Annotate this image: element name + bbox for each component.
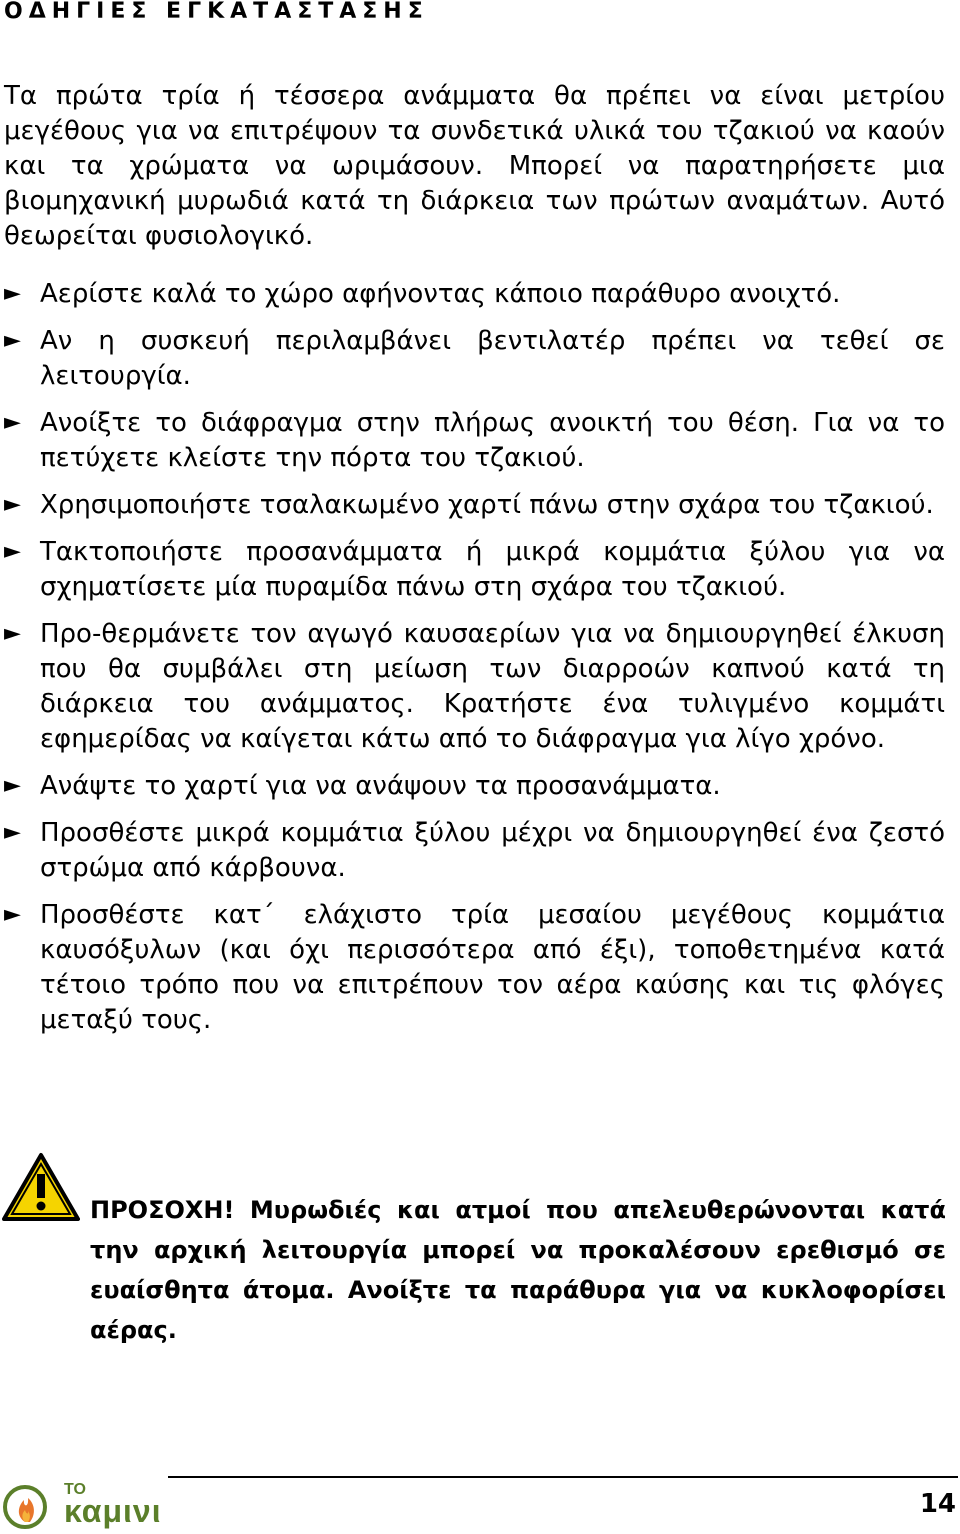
bullet-arrow-icon: ►: [4, 539, 21, 564]
logo-small-text: ΤΟ: [64, 1481, 86, 1498]
bullet-item: [4, 897, 945, 1038]
bullet-list: [4, 276, 945, 1038]
bullet-text: Ανάψτε το χαρτί για να ανάψουν τα προσανάμματα.: [40, 771, 721, 801]
bullet-item: [4, 323, 945, 394]
bullet-item: [4, 768, 945, 804]
bullet-text: Τακτοποιήστε προσανάμματα ή μικρά κομμάτια ξύλου για να σχηματίσετε μία πυραμίδα πάνω στη σχάρα του τζακιού.: [40, 537, 945, 602]
intro-paragraph: Τα πρώτα τρία ή τέσσερα ανάμματα θα πρέπει να είναι μετρίου μεγέθους για να επιτρέψουν τα συνδετικά υλικά του τζακιού να καούν και τα χρώματα να ωριμάσουν. Μπορεί να παρατηρήσετε μια βιομηχανική μυρωδιά κατά τη διάρκεια των πρώτων αναμάτων. Αυτό θεωρείται φυσιολογικό.: [4, 81, 945, 251]
bullet-arrow-icon: ►: [4, 410, 21, 435]
logo-brand-text: καμινι: [64, 1493, 162, 1529]
bullet-text: Αν η συσκευή περιλαμβάνει βεντιλατέρ πρέπει να τεθεί σε λειτουργία.: [40, 326, 945, 391]
bullet-arrow-icon: ►: [4, 773, 21, 798]
bullet-arrow-icon: ►: [4, 621, 21, 646]
bullet-arrow-icon: ►: [4, 328, 21, 353]
warning-message: Μυρωδιές και ατμοί που απελευθερώνονται κατά την αρχική λειτουργία μπορεί να προκαλέσουν ερεθισμό σε ευαίσθητα άτομα. Ανοίξτε τα παράθυρα για να κυκλοφορίσει αέρας.: [90, 1196, 946, 1344]
page-title: ΟΔΗΓΙΕΣ ΕΓΚΑΤΑΣΤΑΣΗΣ: [4, 0, 429, 24]
bullet-item: [4, 815, 945, 886]
instructions-body: [4, 79, 945, 1049]
bullet-item: [4, 534, 945, 605]
bullet-text: Προσθέστε μικρά κομμάτια ξύλου μέχρι να δημιουργηθεί ένα ζεστό στρώμα από κάρβουνα.: [40, 818, 945, 883]
bullet-text: Προσθέστε κατ΄ ελάχιστο τρία μεσαίου μεγέθους κομμάτια καυσόξυλων (και όχι περισσότερα από έξι), τοποθετημένα κατά τέτοιο τρόπο που να επιτρέπουν τον αέρα καύσης και τις φλόγες μεταξύ τους.: [40, 900, 945, 1035]
bullet-text: Αερίστε καλά το χώρο αφήνοντας κάποιο παράθυρο ανοιχτό.: [40, 279, 841, 309]
footer-divider: [168, 1476, 958, 1478]
bullet-text: Ανοίξτε το διάφραγμα στην πλήρως ανοικτή του θέση. Για να το πετύχετε κλείστε την πόρτα του τζακιού.: [40, 408, 945, 473]
warning-label: ΠΡΟΣΟΧΗ!: [90, 1196, 235, 1224]
page-number: 14: [919, 1489, 956, 1519]
brand-logo: [2, 1478, 172, 1530]
bullet-text: Χρησιμοποιήστε τσαλακωμένο χαρτί πάνω στην σχάρα του τζακιού.: [40, 490, 934, 520]
warning-text: [90, 1190, 946, 1350]
bullet-arrow-icon: ►: [4, 820, 21, 845]
bullet-arrow-icon: ►: [4, 492, 21, 517]
flame-logo-icon: [2, 1484, 58, 1530]
bullet-arrow-icon: ►: [4, 281, 21, 306]
bullet-arrow-icon: ►: [4, 902, 21, 927]
bullet-item: [4, 405, 945, 476]
warning-triangle-icon: [2, 1152, 80, 1222]
bullet-item: [4, 487, 945, 523]
bullet-item: [4, 276, 945, 312]
bullet-item: [4, 616, 945, 757]
bullet-text: Προ-θερμάνετε τον αγωγό καυσαερίων για να δημιουργηθεί έλκυση που θα συμβάλει στη μείωση των διαρροών καπνού κατά τη διάρκεια του ανάμματος. Κρατήστε ένα τυλιγμένο κομμάτι εφημερίδας να καίγεται κάτω από το διάφραγμα για λίγο χρόνο.: [40, 619, 945, 754]
